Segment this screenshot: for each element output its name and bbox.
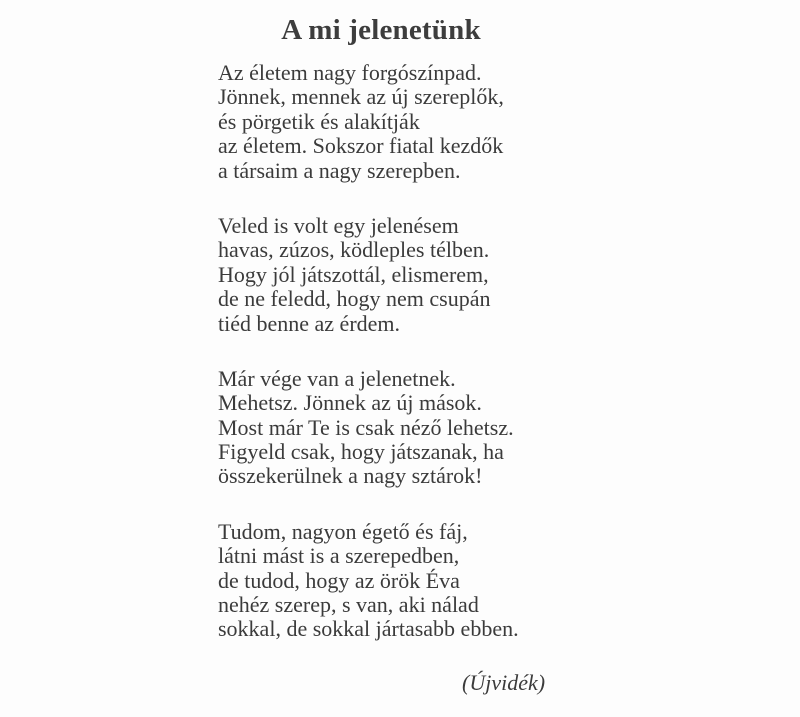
poem-line: és pörgetik és alakítják (218, 108, 420, 134)
poem-body (218, 61, 638, 673)
poem-line: az életem. Sokszor fiatal kezdők (218, 133, 504, 159)
poem-line: tiéd benne az érdem. (218, 310, 401, 336)
poem-line: de ne feledd, hogy nem csupán (218, 286, 491, 312)
stanza-4 (218, 520, 638, 642)
stanza-2 (218, 214, 638, 336)
poem-line: sokkal, de sokkal jártasabb ebben. (218, 616, 519, 642)
poem-line: Hogy jól játszottál, elismerem, (218, 261, 489, 287)
poem-line: Tudom, nagyon égető és fáj, (218, 518, 468, 544)
poem-line: Veled is volt egy jelenésem (218, 212, 459, 238)
poem-line: összekerülnek a nagy sztárok! (218, 463, 483, 489)
place-signature: (Újvidék) (462, 670, 546, 695)
poem-line: Már vége van a jelenetnek. (218, 365, 456, 391)
poem-line: Jönnek, mennek az új szereplők, (218, 84, 504, 110)
poem-line: Mehetsz. Jönnek az új mások. (218, 390, 482, 416)
poem-line: nehéz szerep, s van, aki nálad (218, 592, 479, 618)
poem-line: Most már Te is csak néző lehetsz. (218, 414, 514, 440)
poem-line: látni mást is a szerepedben, (218, 543, 460, 569)
poem-line: Az életem nagy forgószínpad. (218, 60, 482, 85)
stanza-1 (218, 61, 638, 183)
poem-line: Figyeld csak, hogy játszanak, ha (218, 439, 504, 465)
poem-title: A mi jelenetünk (281, 14, 481, 46)
stanza-3 (218, 367, 638, 489)
poem-line: de tudod, hogy az örök Éva (218, 567, 460, 593)
poem-line: havas, zúzos, ködleples télben. (218, 237, 490, 263)
poem-line: a társaim a nagy szerepben. (218, 157, 461, 183)
